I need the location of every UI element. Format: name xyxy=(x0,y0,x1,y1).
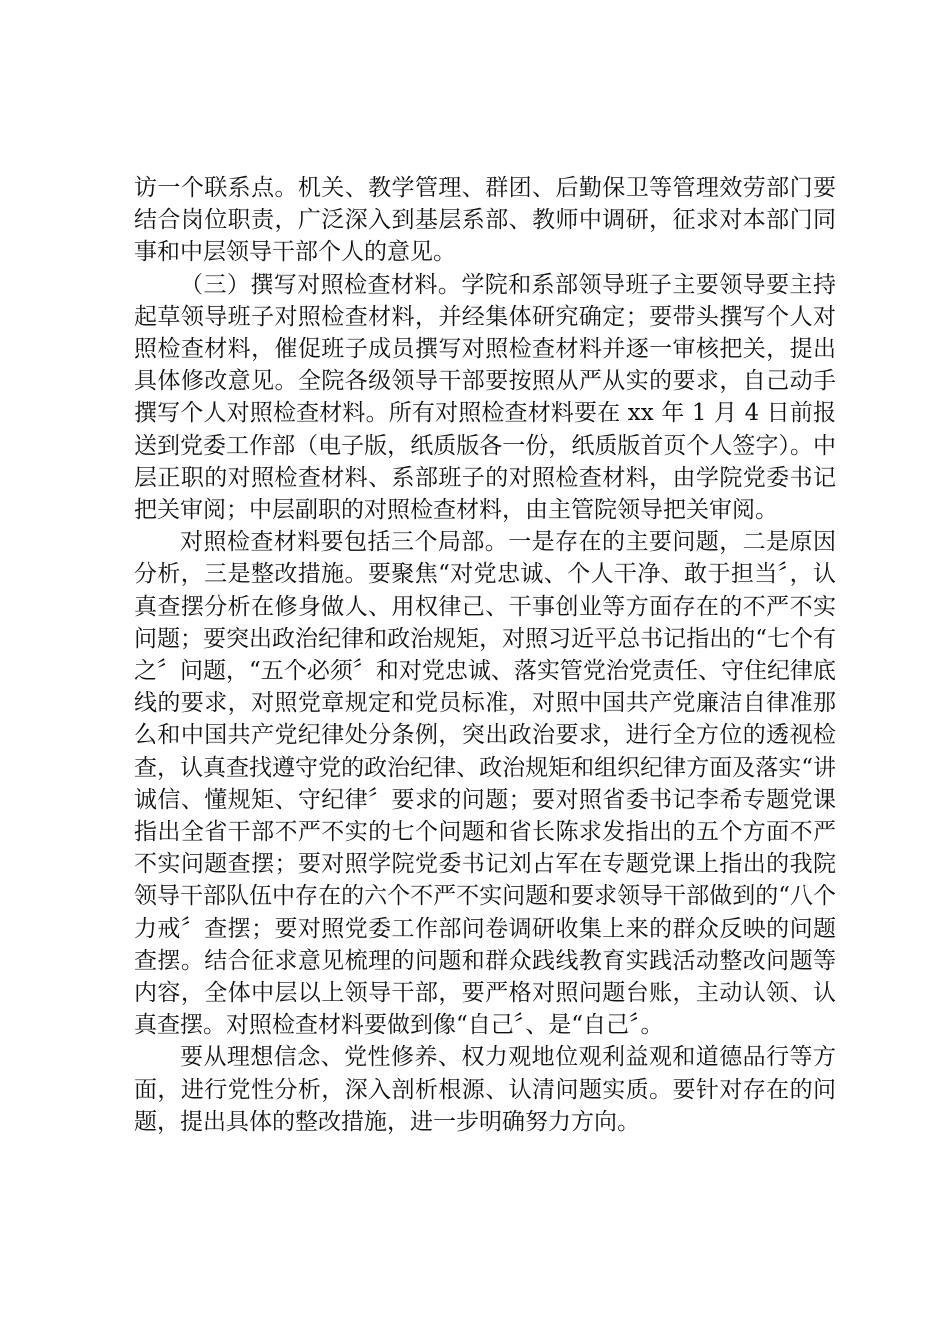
paragraph-material-contents: 对照检查材料要包括三个局部。一是存在的主要问题，二是原因分析，三是整改措施。要聚焦“对党忠诚、个人干净、敢于担当〞，认真查摆分析在修身做人、用权律己、干事创业等方面存在的不严不实问题；要突出政治纪律和政治规矩，对照习近平总书记指出的“七个有之〞问题，“五个必须〞和对党忠诚、落实管党治党责任、守住纪律底线的要求，对照党章规定和党员标准，对照中国共产党廉洁自律准那么和中国共产党纪律处分条例，突出政治要求，进行全方位的透视检查，认真查找遵守党的政治纪律、政治规矩和组织纪律方面及落实“讲诚信、懂规矩、守纪律〞要求的问题；要对照省委书记李希专题党课指出全省干部不严不实的七个问题和省长陈求发指出的五个方面不严不实问题查摆；要对照学院党委书记刘占军在专题党课上指出的我院领导干部队伍中存在的六个不严不实问题和要求领导干部做到的“八个力戒〞查摆；要对照党委工作部问卷调研收集上来的群众反映的问题查摆。结合征求意见梳理的问题和群众践线教育实践活动整改问题等内容，全体中层以上领导干部，要严格对照问题台账，主动认领、认真查摆。对照检查材料要做到像“自己〞、是“自己〞。 xyxy=(134,529,836,1039)
document-page xyxy=(134,172,836,1138)
paragraph-party-analysis: 要从理想信念、党性修养、权力观地位观利益观和道德品行等方面，进行党性分析，深入剖析根源、认清问题实质。要针对存在的问题，提出具体的整改措施，进一步明确努力方向。 xyxy=(134,1044,836,1135)
paragraph-review-materials: （三）撰写对照检查材料。学院和系部领导班子主要领导要主持起草领导班子对照检查材料，并经集体研究确定；要带头撰写个人对照检查材料，催促班子成员撰写对照检查材料并逐一审核把关，提出具体修改意见。全院各级领导干部要按照从严从实的要求，自己动手撰写个人对照检查材料。所有对照检查材料要在 xx 年 1 月 4 日前报送到党委工作部（电子版，纸质版各一份，纸质版首页个人签字）。中层正职的对照检查材料、系部班子的对照检查材料，由学院党委书记把关审阅；中层副职的对照检查材料，由主管院领导把关审阅。 xyxy=(134,271,836,524)
paragraph-contact-point: 访一个联系点。机关、教学管理、群团、后勤保卫等管理效劳部门要结合岗位职责，广泛深入到基层系部、教师中调研，征求对本部门同事和中层领导干部个人的意见。 xyxy=(134,175,836,266)
